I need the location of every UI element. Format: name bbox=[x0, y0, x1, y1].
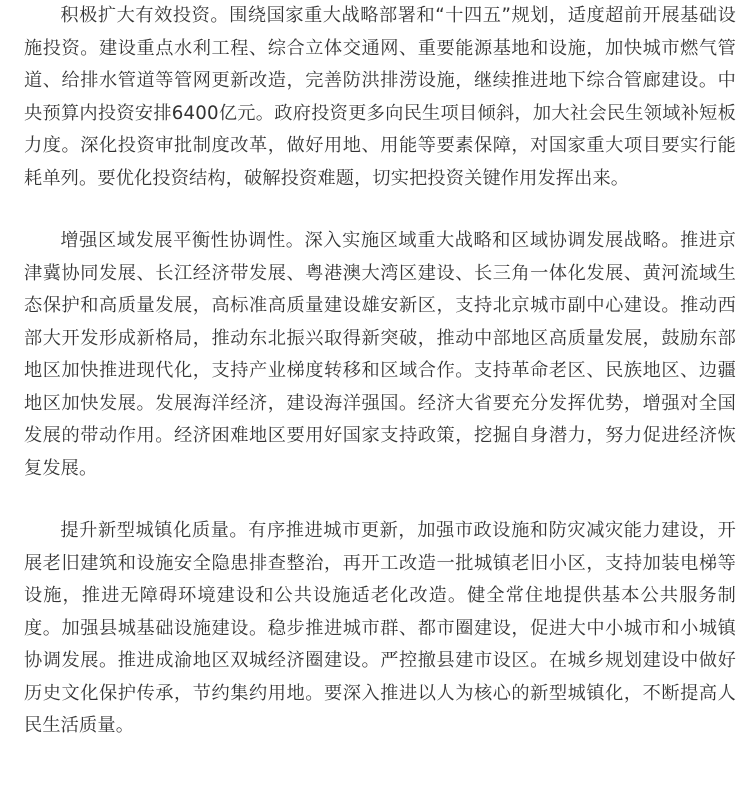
paragraph-urbanization: 提升新型城镇化质量。有序推进城市更新，加强市政设施和防灾减灾能力建设，开展老旧建筑和设施安全隐患排查整治，再开工改造一批城镇老旧小区，支持加装电梯等设施，推进无障碍环境建设和公共设施适老化改造。健全常住地提供基本公共服务制度。加强县城基础设施建设。稳步推进城市群、都市圈建设，促进大中小城市和小城镇协调发展。推进成渝地区双城经济圈建设。严控撤县建市设区。在城乡规划建设中做好历史文化保护传承，节约集约用地。要深入推进以人为核心的新型城镇化，不断提高人民生活质量。 bbox=[24, 520, 736, 736]
paragraph-investment: 积极扩大有效投资。围绕国家重大战略部署和“十四五”规划，适度超前开展基础设施投资。建设重点水利工程、综合立体交通网、重要能源基地和设施，加快城市燃气管道、给排水管道等管网更新改造，完善防洪排涝设施，继续推进地下综合管廊建设。中央预算内投资安排6400亿元。政府投资更多向民生项目倾斜，加大社会民生领域补短板力度。深化投资审批制度改革，做好用地、用能等要素保障，对国家重大项目要实行能耗单列。要优化投资结构，破解投资难题，切实把投资关键作用发挥出来。 bbox=[24, 5, 736, 189]
paragraph-regional-development: 增强区域发展平衡性协调性。深入实施区域重大战略和区域协调发展战略。推进京津冀协同发展、长江经济带发展、粤港澳大湾区建设、长三角一体化发展、黄河流域生态保护和高质量发展，高标准高质量建设雄安新区，支持北京城市副中心建设。推动西部大开发形成新格局，推动东北振兴取得新突破，推动中部地区高质量发展，鼓励东部地区加快推进现代化，支持产业梯度转移和区域合作。支持革命老区、民族地区、边疆地区加快发展。发展海洋经济，建设海洋强国。经济大省要充分发挥优势，增强对全国发展的带动作用。经济困难地区要用好国家支持政策，挖掘自身潜力，努力促进经济恢复发展。 bbox=[24, 230, 736, 479]
